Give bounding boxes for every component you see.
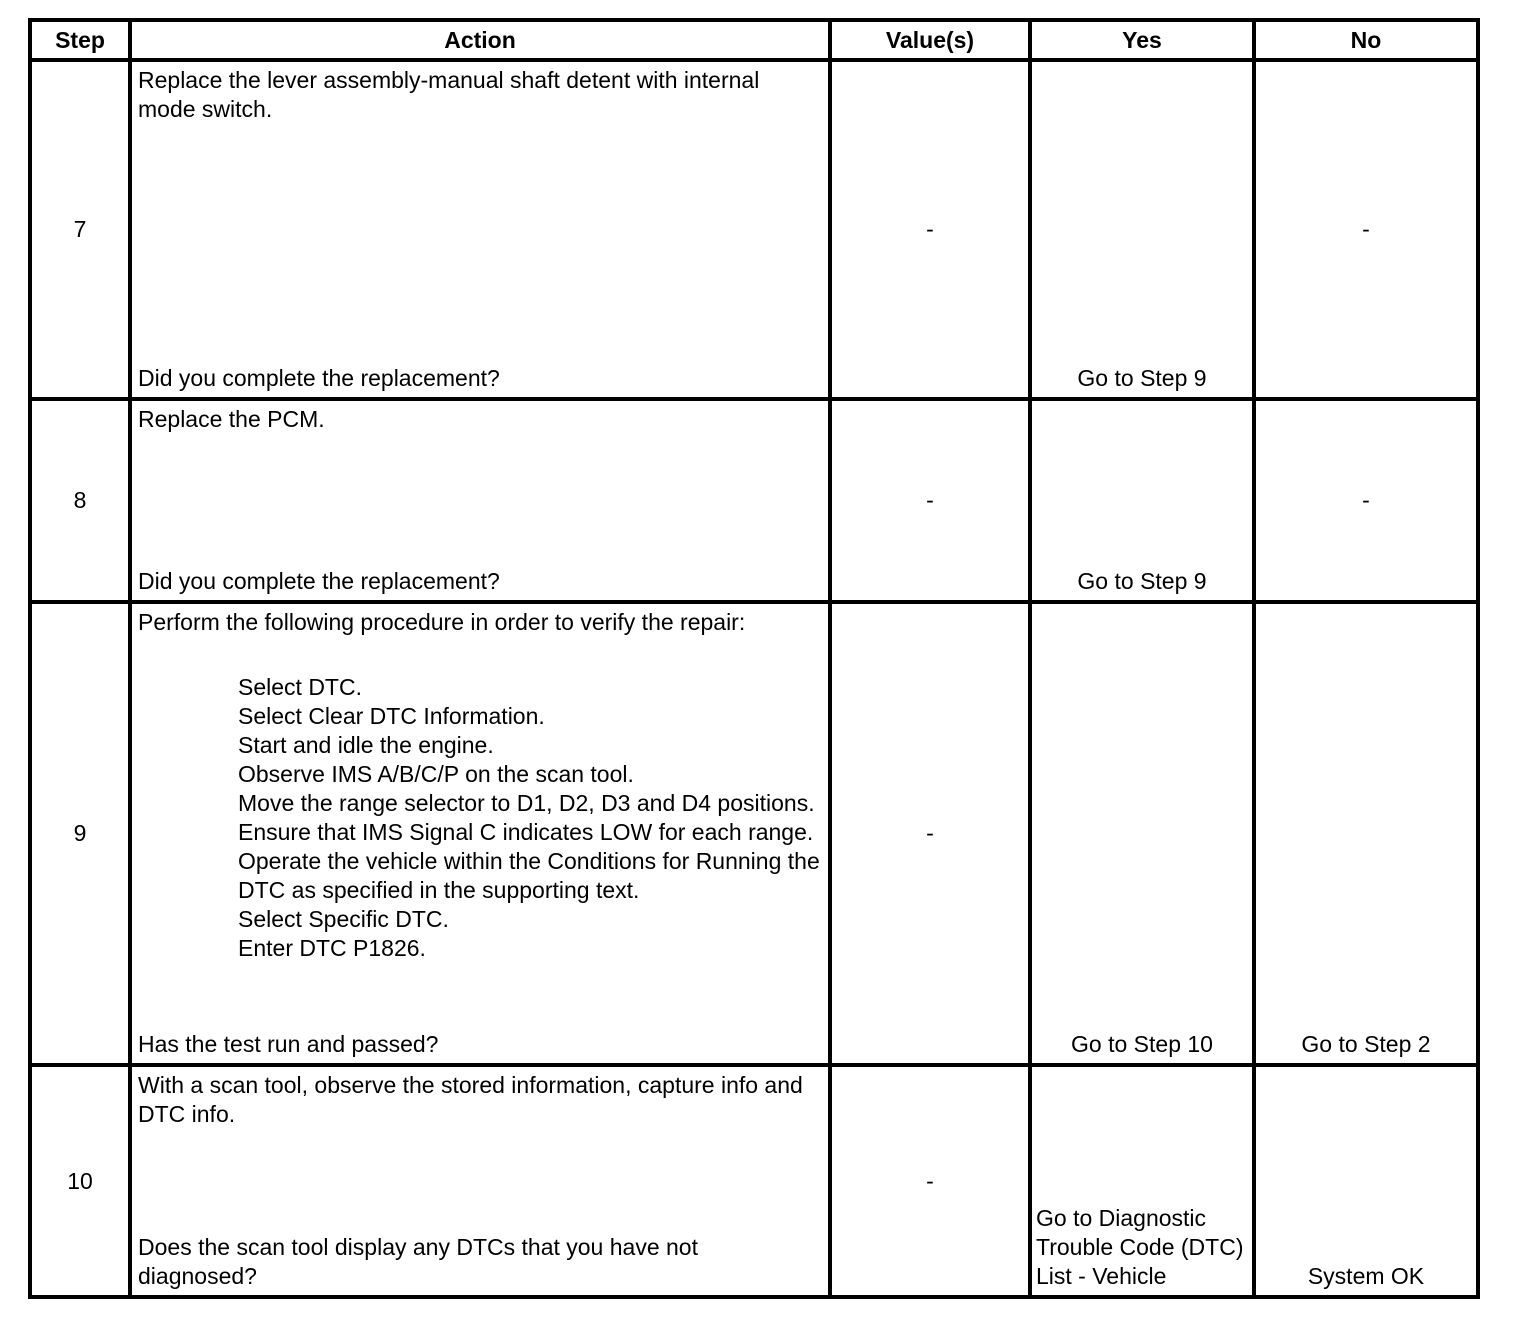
header-step: Step xyxy=(30,20,130,60)
yes-cell xyxy=(1030,602,1254,1065)
procedure-step: Enter DTC P1826. xyxy=(238,935,426,961)
value-cell: - xyxy=(830,602,1030,1065)
no-cell: - xyxy=(1254,60,1478,399)
procedure-list xyxy=(238,673,822,963)
step-number: 8 xyxy=(30,399,130,602)
no-outcome: Go to Step 2 xyxy=(1301,1031,1431,1057)
no-cell: - xyxy=(1254,399,1478,602)
table-row xyxy=(30,1065,1478,1297)
yes-outcome: Go to Step 9 xyxy=(1077,365,1207,391)
procedure-step: Operate the vehicle within the Conditions for Running the DTC as specified in the supporting text. xyxy=(238,848,820,903)
action-cell xyxy=(130,602,830,1065)
table-row xyxy=(30,60,1478,399)
no-cell xyxy=(1254,602,1478,1065)
action-question: Did you complete the replacement? xyxy=(138,365,500,391)
action-cell xyxy=(130,399,830,602)
action-question: Does the scan tool display any DTCs that you have not diagnosed? xyxy=(138,1234,698,1289)
yes-cell xyxy=(1030,60,1254,399)
action-instruction: Perform the following procedure in order to verify the repair: xyxy=(138,609,746,635)
table-row xyxy=(30,602,1478,1065)
procedure-step: Select DTC. xyxy=(238,674,362,700)
header-values: Value(s) xyxy=(830,20,1030,60)
table-row xyxy=(30,399,1478,602)
action-question: Has the test run and passed? xyxy=(138,1031,439,1057)
step-number: 10 xyxy=(30,1065,130,1297)
action-instruction: With a scan tool, observe the stored information, capture info and DTC info. xyxy=(138,1072,803,1127)
action-cell xyxy=(130,1065,830,1297)
action-cell xyxy=(130,60,830,399)
diagnostic-table xyxy=(28,18,1480,1299)
header-row xyxy=(30,20,1478,60)
value-cell: - xyxy=(830,399,1030,602)
header-no: No xyxy=(1254,20,1478,60)
procedure-step: Select Clear DTC Information. xyxy=(238,703,545,729)
yes-cell xyxy=(1030,1065,1254,1297)
no-cell xyxy=(1254,1065,1478,1297)
yes-outcome: Go to Step 9 xyxy=(1077,568,1207,594)
action-instruction: Replace the lever assembly-manual shaft detent with internal mode switch. xyxy=(138,67,760,122)
value-cell: - xyxy=(830,60,1030,399)
yes-cell xyxy=(1030,399,1254,602)
header-action: Action xyxy=(130,20,830,60)
header-yes: Yes xyxy=(1030,20,1254,60)
step-number: 9 xyxy=(30,602,130,1065)
procedure-step: Observe IMS A/B/C/P on the scan tool. xyxy=(238,761,634,787)
yes-outcome: Go to Diagnostic Trouble Code (DTC) List - Vehicle xyxy=(1036,1205,1244,1289)
yes-outcome: Go to Step 10 xyxy=(1071,1031,1213,1057)
step-number: 7 xyxy=(30,60,130,399)
procedure-step: Select Specific DTC. xyxy=(238,906,449,932)
value-cell: - xyxy=(830,1065,1030,1297)
procedure-step: Move the range selector to D1, D2, D3 and D4 positions. Ensure that IMS Signal C indicates LOW for each range. xyxy=(238,790,815,845)
procedure-step: Start and idle the engine. xyxy=(238,732,494,758)
action-instruction: Replace the PCM. xyxy=(138,406,325,432)
action-question: Did you complete the replacement? xyxy=(138,568,500,594)
no-outcome: System OK xyxy=(1307,1263,1425,1289)
